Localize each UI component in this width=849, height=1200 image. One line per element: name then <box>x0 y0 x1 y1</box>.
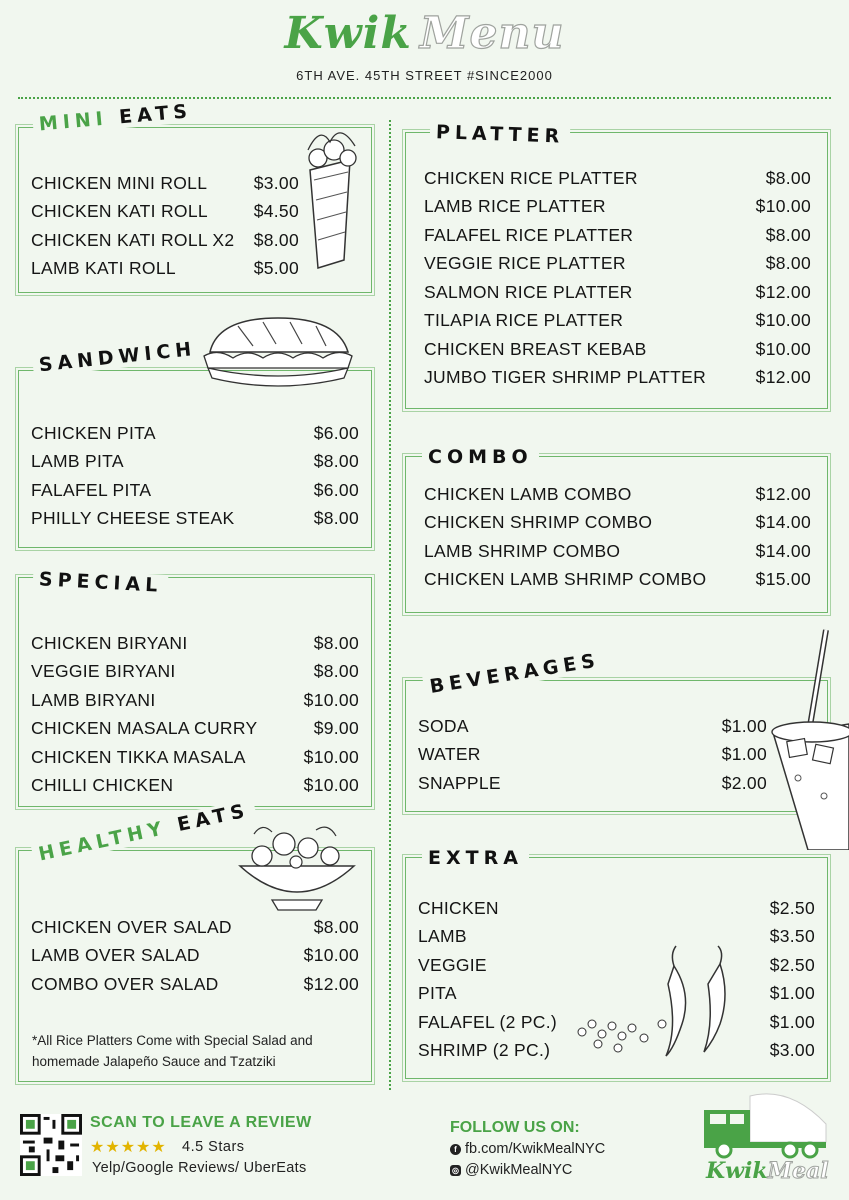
beverages-list <box>418 712 767 798</box>
menu-item-row <box>424 364 811 393</box>
menu-item-name: WATER <box>418 744 481 765</box>
menu-item-row <box>418 741 767 770</box>
menu-item-name: CHICKEN TIKKA MASALA <box>31 746 246 767</box>
menu-item-price: $5.00 <box>253 258 299 279</box>
combo-list <box>424 480 811 594</box>
menu-item-row <box>424 278 811 307</box>
menu-item-row <box>424 307 811 336</box>
menu-item-name: LAMB KATI ROLL <box>31 258 176 279</box>
menu-item-price: $14.00 <box>755 512 811 533</box>
menu-item-row <box>424 480 811 509</box>
menu-item-row <box>31 169 299 198</box>
facebook-icon: f <box>450 1144 461 1155</box>
instagram-link[interactable] <box>450 1162 572 1178</box>
menu-item-price: $8.00 <box>765 167 811 188</box>
extra-title: EXTRA <box>422 847 529 869</box>
menu-item-price: $8.00 <box>253 229 299 250</box>
menu-item-name: SNAPPLE <box>418 772 501 793</box>
menu-item-row <box>418 769 767 798</box>
menu-item-name: CHICKEN <box>418 897 499 918</box>
menu-item-price: $9.00 <box>313 718 359 739</box>
instagram-icon: ◎ <box>450 1165 461 1176</box>
truck-icon <box>700 1092 835 1162</box>
menu-item-price: $4.50 <box>253 201 299 222</box>
menu-item-row <box>31 942 359 971</box>
special-title: SPECIAL <box>32 568 168 597</box>
menu-item-row <box>418 712 767 741</box>
menu-item-row <box>31 476 359 505</box>
menu-item-name: CHICKEN KATI ROLL X2 <box>31 229 235 250</box>
menu-item-price: $6.00 <box>313 479 359 500</box>
menu-item-price: $8.00 <box>313 632 359 653</box>
sandwich-title: SANDWICH <box>32 337 203 377</box>
menu-item-price: $10.00 <box>755 196 811 217</box>
header-divider <box>18 97 831 99</box>
menu-item-price: $1.00 <box>769 983 815 1004</box>
healthy-eats-list <box>31 913 359 999</box>
menu-item-row <box>424 193 811 222</box>
drink-illustration <box>768 628 849 850</box>
address-subtitle: 6TH AVE. 45TH STREET #SINCE2000 <box>296 68 553 83</box>
brand-menu: Menu <box>419 8 565 59</box>
menu-item-row <box>31 970 359 999</box>
menu-item-name: CHICKEN LAMB COMBO <box>424 483 632 504</box>
menu-item-row <box>31 255 299 284</box>
menu-item-name: CHICKEN RICE PLATTER <box>424 167 638 188</box>
menu-item-price: $8.00 <box>765 224 811 245</box>
menu-item-price: $6.00 <box>313 422 359 443</box>
menu-item-row <box>31 743 359 772</box>
menu-item-price: $1.00 <box>721 744 767 765</box>
menu-item-price: $8.00 <box>313 508 359 529</box>
menu-item-price: $10.00 <box>303 945 359 966</box>
menu-item-row <box>31 505 359 534</box>
menu-item-name: VEGGIE RICE PLATTER <box>424 253 626 274</box>
menu-item-row <box>418 894 815 923</box>
menu-item-name: CHICKEN SHRIMP COMBO <box>424 512 653 533</box>
menu-item-row <box>31 658 359 687</box>
menu-item-price: $8.00 <box>313 451 359 472</box>
menu-item-price: $2.50 <box>769 954 815 975</box>
beverages-title: BEVERAGES <box>422 648 607 698</box>
menu-item-name: FALAFEL (2 PC.) <box>418 1011 558 1032</box>
menu-item-row <box>424 566 811 595</box>
chili-peppers-illustration <box>574 944 734 1062</box>
menu-item-price: $8.00 <box>765 253 811 274</box>
rating-stars-icon: ★★★★★ <box>90 1139 167 1156</box>
menu-item-row <box>31 686 359 715</box>
facebook-handle: fb.com/KwikMealNYC <box>465 1141 606 1157</box>
menu-item-row <box>424 335 811 364</box>
menu-item-name: TILAPIA RICE PLATTER <box>424 310 624 331</box>
column-divider <box>389 120 391 1090</box>
menu-item-name: VEGGIE BIRYANI <box>31 661 176 682</box>
menu-item-row <box>31 715 359 744</box>
rating-text: 4.5 Stars <box>182 1139 245 1155</box>
menu-item-name: SODA <box>418 715 469 736</box>
menu-item-name: PITA <box>418 983 457 1004</box>
menu-item-price: $12.00 <box>755 367 811 388</box>
menu-item-price: $8.00 <box>313 661 359 682</box>
beverages-section <box>405 649 828 812</box>
facebook-link[interactable] <box>450 1141 605 1157</box>
menu-item-price: $12.00 <box>755 483 811 504</box>
menu-item-price: $14.00 <box>755 540 811 561</box>
menu-item-row <box>424 509 811 538</box>
menu-item-name: COMBO OVER SALAD <box>31 973 219 994</box>
sandwich-list <box>31 419 359 533</box>
menu-item-name: PHILLY CHEESE STEAK <box>31 508 235 529</box>
healthy-eats-title: HEALTHY EATS <box>31 798 257 867</box>
menu-item-name: SHRIMP (2 PC.) <box>418 1040 551 1061</box>
salad-illustration <box>232 822 362 914</box>
menu-item-price: $12.00 <box>303 973 359 994</box>
menu-item-name: LAMB OVER SALAD <box>31 945 200 966</box>
sandwich-section <box>18 337 372 548</box>
wrap-illustration <box>300 120 362 270</box>
menu-item-name: CHICKEN KATI ROLL <box>31 201 208 222</box>
menu-item-row <box>31 226 299 255</box>
platter-list <box>424 164 811 392</box>
sandwich-illustration <box>198 312 358 394</box>
menu-item-price: $2.50 <box>769 897 815 918</box>
mini-eats-list <box>31 169 299 283</box>
menu-item-row <box>31 772 359 801</box>
menu-item-name: VEGGIE <box>418 954 487 975</box>
menu-item-price: $10.00 <box>755 338 811 359</box>
special-section <box>18 568 372 807</box>
menu-item-name: CHICKEN BIRYANI <box>31 632 188 653</box>
menu-item-name: LAMB PITA <box>31 451 124 472</box>
combo-title: COMBO <box>422 446 539 468</box>
menu-item-price: $15.00 <box>755 569 811 590</box>
menu-item-price: $10.00 <box>303 689 359 710</box>
scan-review-title: SCAN TO LEAVE A REVIEW <box>90 1114 312 1131</box>
menu-item-row <box>31 913 359 942</box>
menu-item-price: $10.00 <box>303 746 359 767</box>
brand-wordmark: KwikMeal <box>706 1158 829 1184</box>
food-truck-logo <box>700 1092 835 1187</box>
menu-item-name: CHICKEN PITA <box>31 422 156 443</box>
menu-item-price: $3.00 <box>769 1040 815 1061</box>
menu-item-row <box>31 419 359 448</box>
menu-item-name: FALAFEL RICE PLATTER <box>424 224 634 245</box>
menu-item-price: $2.00 <box>721 772 767 793</box>
menu-item-price: $12.00 <box>755 281 811 302</box>
qr-code[interactable] <box>20 1114 82 1176</box>
review-sites: Yelp/Google Reviews/ UberEats <box>92 1160 307 1176</box>
menu-item-name: CHICKEN BREAST KEBAB <box>424 338 647 359</box>
menu-item-name: CHICKEN MASALA CURRY <box>31 718 258 739</box>
instagram-handle: @KwikMealNYC <box>465 1162 573 1178</box>
menu-item-price: $3.50 <box>769 926 815 947</box>
menu-item-row <box>424 537 811 566</box>
menu-item-row <box>31 198 299 227</box>
menu-item-price: $8.00 <box>313 916 359 937</box>
menu-item-row <box>31 448 359 477</box>
menu-item-name: FALAFEL PITA <box>31 479 152 500</box>
menu-item-name: CHICKEN MINI ROLL <box>31 172 208 193</box>
menu-item-name: LAMB RICE PLATTER <box>424 196 606 217</box>
mini-eats-title: MINI EATS <box>32 100 199 136</box>
menu-item-price: $1.00 <box>721 715 767 736</box>
menu-item-price: $10.00 <box>303 775 359 796</box>
menu-item-name: LAMB BIRYANI <box>31 689 156 710</box>
menu-item-price: $1.00 <box>769 1011 815 1032</box>
menu-item-price: $10.00 <box>755 310 811 331</box>
menu-item-row <box>424 221 811 250</box>
menu-item-name: JUMBO TIGER SHRIMP PLATTER <box>424 367 707 388</box>
menu-title <box>0 8 849 59</box>
menu-item-row <box>424 164 811 193</box>
combo-section <box>405 446 828 613</box>
menu-item-name: LAMB SHRIMP COMBO <box>424 540 621 561</box>
brand-kwik: Kwik <box>284 8 412 59</box>
menu-item-row <box>31 629 359 658</box>
follow-us-title: FOLLOW US ON: <box>450 1119 580 1136</box>
menu-item-name: LAMB <box>418 926 467 947</box>
menu-item-name: CHICKEN LAMB SHRIMP COMBO <box>424 569 707 590</box>
special-list <box>31 629 359 800</box>
menu-item-name: CHICKEN OVER SALAD <box>31 916 232 937</box>
platter-note: *All Rice Platters Come with Special Salad and homemade Jalapeño Sauce and Tzatziki <box>32 1033 313 1069</box>
menu-item-price: $3.00 <box>253 172 299 193</box>
platter-title: PLATTER <box>430 121 571 148</box>
platter-section <box>405 121 828 409</box>
menu-item-row <box>424 250 811 279</box>
menu-item-name: CHILLI CHICKEN <box>31 775 174 796</box>
menu-item-name: SALMON RICE PLATTER <box>424 281 633 302</box>
